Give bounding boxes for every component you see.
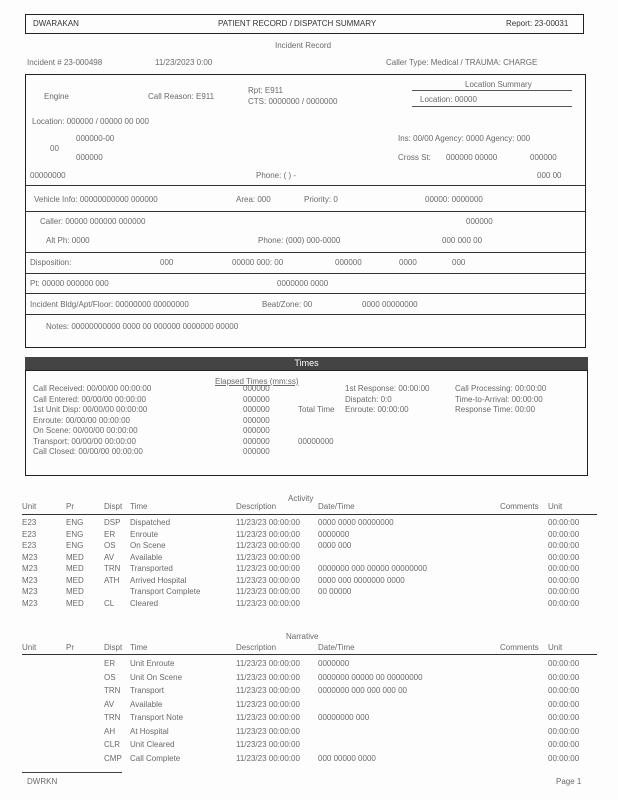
narrative-cell: 00:00:00 bbox=[548, 753, 580, 763]
activity-cell: 0000000 bbox=[318, 529, 350, 539]
times-c1-value: Call Closed: 00/00/00 00:00:00 bbox=[33, 447, 143, 456]
footer-left: DWRKN bbox=[27, 777, 58, 786]
field-district: 000 00 bbox=[537, 171, 562, 180]
activity-cell: MED bbox=[66, 564, 84, 573]
narrative-cell: 11/23/23 00:00:00 bbox=[236, 686, 300, 695]
times-c2-value: 000000 bbox=[243, 394, 270, 404]
activity-cell: E23 bbox=[22, 541, 37, 550]
field-caller-ext: 000 000 00 bbox=[442, 236, 483, 245]
activity-cell: 0000000 000 00000 00000000 bbox=[318, 564, 427, 573]
activity-cell: ENG bbox=[66, 541, 84, 550]
activity-cell: M23 bbox=[22, 575, 38, 585]
activity-cell: 11/23/23 00:00:00 bbox=[236, 575, 300, 585]
narrative-cell: 11/23/23 00:00:00 bbox=[236, 726, 300, 736]
times-c4-value: Enroute: 00:00:00 bbox=[345, 405, 409, 414]
header-left: DWARAKAN bbox=[33, 19, 79, 28]
activity-cell: MED bbox=[66, 552, 84, 562]
narrative-col-header: Unit bbox=[22, 643, 37, 652]
times-title: Times bbox=[294, 358, 319, 368]
field-disp-c: 000 bbox=[452, 258, 466, 267]
narrative-col-header: Comments bbox=[500, 643, 539, 652]
field-code: 00000: 0000000 bbox=[425, 195, 483, 204]
narrative-cell: 11/23/23 00:00:00 bbox=[236, 672, 300, 682]
narrative-col-header: Dispt bbox=[104, 643, 123, 652]
activity-cell: 11/23/23 00:00:00 bbox=[236, 529, 300, 539]
times-c2-value: 000000 bbox=[243, 426, 270, 435]
times-c4-value: Dispatch: 0:0 bbox=[345, 394, 392, 404]
activity-cell: 00:00:00 bbox=[548, 552, 580, 562]
times-c5-value: Call Processing: 00:00:00 bbox=[455, 384, 547, 393]
field-cross-st-label: Cross St: bbox=[398, 153, 431, 162]
activity-cell: TRN bbox=[104, 564, 121, 573]
field-disposition: Disposition: bbox=[30, 258, 72, 267]
activity-col-header: Dispt bbox=[104, 502, 123, 511]
times-c2-value: 000000 bbox=[243, 405, 270, 414]
narrative-col-header: Date/Time bbox=[318, 643, 355, 652]
header-subtitle: Incident Record bbox=[275, 41, 332, 50]
activity-cell: Dispatched bbox=[130, 518, 171, 527]
activity-cell: 0000 000 bbox=[318, 541, 352, 550]
field-vehicle-info: Vehicle Info: 00000000000 000000 bbox=[34, 195, 158, 204]
activity-cell: M23 bbox=[22, 598, 38, 608]
narrative-col-header: Pr bbox=[66, 643, 74, 652]
field-disp-b: 0000 bbox=[399, 258, 417, 267]
narrative-cell: 0000000 000 000 000 00 bbox=[318, 686, 407, 695]
field-beat: Beat/Zone: 00 bbox=[262, 300, 313, 309]
narrative-cell: CMP bbox=[104, 753, 122, 763]
narrative-cell: 00:00:00 bbox=[548, 686, 580, 695]
header-title: PATIENT RECORD / DISPATCH SUMMARY bbox=[218, 19, 377, 28]
activity-cell: 11/23/23 00:00:00 bbox=[236, 598, 300, 608]
activity-cell: ER bbox=[104, 529, 116, 539]
activity-cell: M23 bbox=[22, 587, 38, 596]
narrative-cell: Unit Enroute bbox=[130, 659, 175, 668]
narrative-col-header: Time bbox=[130, 643, 148, 652]
activity-cell: MED bbox=[66, 598, 84, 608]
times-c2-value: 000000 bbox=[243, 415, 270, 425]
times-c2-value: 000000 bbox=[243, 436, 270, 446]
activity-cell: 00:00:00 bbox=[548, 529, 580, 539]
activity-cell: Enroute bbox=[130, 529, 159, 539]
field-call-reason: Call Reason: E911 bbox=[148, 92, 215, 101]
activity-title: Activity bbox=[288, 494, 314, 503]
activity-cell: 11/23/23 00:00:00 bbox=[236, 518, 300, 527]
activity-col-header: Description bbox=[236, 502, 277, 511]
elapsed-times-heading: Elapsed Times (mm:ss) bbox=[215, 377, 299, 386]
narrative-col-header: Unit bbox=[548, 643, 563, 652]
activity-cell: M23 bbox=[22, 552, 38, 562]
field-patient-info: 0000000 0000 bbox=[277, 279, 329, 288]
activity-cell: 11/23/23 00:00:00 bbox=[236, 587, 300, 596]
times-c1-value: 1st Unit Disp: 00/00/00 00:00:00 bbox=[33, 405, 148, 414]
times-c2-value: 000000 bbox=[243, 447, 270, 456]
activity-cell: Transport Complete bbox=[130, 587, 201, 596]
narrative-title: Narrative bbox=[286, 632, 319, 641]
activity-cell: 11/23/23 00:00:00 bbox=[236, 541, 300, 550]
caller-type: Caller Type: Medical / TRAUMA: CHARGE bbox=[386, 58, 538, 67]
narrative-cell: 00000000 000 bbox=[318, 713, 370, 722]
times-c2-value: 000000 bbox=[243, 384, 270, 393]
field-county: 00000000 bbox=[30, 171, 66, 180]
field-disp-time: 00000 000: 00 bbox=[232, 258, 284, 267]
field-cts: CTS: 0000000 / 0000000 bbox=[248, 97, 338, 106]
narrative-cell: 00:00:00 bbox=[548, 699, 580, 709]
activity-cell: Arrived Hospital bbox=[130, 575, 187, 585]
narrative-cell: CLR bbox=[104, 740, 121, 749]
activity-cell: 0000 0000 00000000 bbox=[318, 518, 394, 527]
activity-col-header: Time bbox=[130, 502, 148, 511]
narrative-cell: 000 00000 0000 bbox=[318, 753, 376, 763]
narrative-cell: 00:00:00 bbox=[548, 726, 580, 736]
times-c3-value: 00000000 bbox=[298, 436, 334, 446]
field-priority: Priority: 0 bbox=[304, 195, 338, 204]
field-report-source: Rpt: E911 bbox=[248, 86, 283, 95]
activity-cell: 00:00:00 bbox=[548, 564, 580, 573]
field-city: 000000 bbox=[76, 153, 103, 162]
field-alt-phone: Alt Ph: 0000 bbox=[46, 236, 90, 245]
field-area: Area: 000 bbox=[236, 195, 271, 204]
activity-cell: 00:00:00 bbox=[548, 575, 580, 585]
times-header-bar bbox=[25, 357, 588, 371]
times-c1-value: Call Entered: 00/00/00 00:00:00 bbox=[33, 394, 146, 404]
activity-cell: CL bbox=[104, 598, 115, 608]
activity-cell: 00:00:00 bbox=[548, 587, 580, 596]
activity-col-header: Pr bbox=[66, 502, 74, 511]
field-caller-phone: Phone: (000) 000-0000 bbox=[258, 236, 341, 245]
activity-cell: E23 bbox=[22, 518, 37, 527]
field-patient: Pt: 00000 000000 000 bbox=[30, 279, 109, 288]
activity-col-header: Unit bbox=[548, 502, 563, 511]
narrative-cell: 11/23/23 00:00:00 bbox=[236, 753, 300, 763]
field-beat-info: 0000 00000000 bbox=[362, 300, 418, 309]
narrative-cell: 00:00:00 bbox=[548, 659, 580, 668]
field-unit-type: Engine bbox=[44, 92, 69, 101]
activity-cell: 00 00000 bbox=[318, 587, 352, 596]
activity-cell: OS bbox=[104, 541, 116, 550]
times-c3-value: Total Time bbox=[298, 405, 335, 414]
field-phone: Phone: ( ) - bbox=[256, 171, 297, 180]
field-location: Location: 000000 / 00000 00 000 bbox=[32, 117, 149, 126]
narrative-cell: 0000000 00000 00 00000000 bbox=[318, 672, 423, 682]
activity-col-header: Comments bbox=[500, 502, 539, 511]
field-zip: 000000 bbox=[530, 153, 557, 162]
activity-cell: MED bbox=[66, 587, 84, 596]
narrative-cell: ER bbox=[104, 659, 116, 668]
narrative-col-header: Description bbox=[236, 643, 277, 652]
activity-cell: MED bbox=[66, 575, 84, 585]
narrative-cell: OS bbox=[104, 672, 116, 682]
narrative-cell: Unit On Scene bbox=[130, 672, 183, 682]
narrative-cell: 00:00:00 bbox=[548, 713, 580, 722]
narrative-cell: 0000000 bbox=[318, 659, 350, 668]
activity-cell: On Scene bbox=[130, 541, 166, 550]
times-c4-value: 1st Response: 00:00:00 bbox=[345, 384, 430, 393]
times-c1-value: Enroute: 00/00/00 00:00:00 bbox=[33, 415, 130, 425]
activity-col-header: Date/Time bbox=[318, 502, 355, 511]
field-address-code: 000000-00 bbox=[76, 134, 115, 143]
incident-number: Incident # 23-000498 bbox=[27, 58, 103, 67]
field-caller-id: 000000 bbox=[466, 217, 493, 226]
activity-cell: ENG bbox=[66, 529, 84, 539]
field-cross-st: 000000 00000 bbox=[446, 153, 498, 162]
narrative-cell: 11/23/23 00:00:00 bbox=[236, 699, 300, 709]
narrative-cell: Unit Cleared bbox=[130, 740, 175, 749]
activity-cell: Transported bbox=[130, 564, 173, 573]
narrative-cell: 11/23/23 00:00:00 bbox=[236, 713, 300, 722]
narrative-cell: AH bbox=[104, 726, 116, 736]
footer-page: Page 1 bbox=[556, 777, 582, 786]
activity-cell: Available bbox=[130, 552, 163, 562]
activity-cell: AV bbox=[104, 552, 115, 562]
activity-cell: DSP bbox=[104, 518, 121, 527]
times-c1-value: On Scene: 00/00/00 00:00:00 bbox=[33, 426, 138, 435]
narrative-cell: Transport bbox=[130, 686, 164, 695]
activity-cell: Cleared bbox=[130, 598, 159, 608]
times-c1-value: Transport: 00/00/00 00:00:00 bbox=[33, 436, 136, 446]
narrative-cell: At Hospital bbox=[130, 726, 169, 736]
narrative-cell: Call Complete bbox=[130, 753, 181, 763]
header-right: Report: 23-00031 bbox=[506, 19, 569, 28]
activity-cell: 00:00:00 bbox=[548, 541, 580, 550]
activity-cell: 00:00:00 bbox=[548, 598, 580, 608]
field-disp-code: 000 bbox=[160, 258, 174, 267]
narrative-cell: Available bbox=[130, 699, 163, 709]
narrative-cell: TRN bbox=[104, 713, 121, 722]
narrative-cell: TRN bbox=[104, 686, 121, 695]
narrative-cell: 00:00:00 bbox=[548, 672, 580, 682]
field-disp-a: 000000 bbox=[335, 258, 362, 267]
location-summary-label: Location Summary bbox=[465, 80, 532, 89]
activity-cell: M23 bbox=[22, 564, 38, 573]
narrative-cell: Transport Note bbox=[130, 713, 184, 722]
field-agency: Ins: 00/00 Agency: 0000 Agency: 000 bbox=[398, 134, 531, 143]
activity-cell: 0000 000 0000000 0000 bbox=[318, 575, 405, 585]
activity-col-header: Unit bbox=[22, 502, 37, 511]
narrative-cell: 00:00:00 bbox=[548, 740, 580, 749]
narrative-cell: 11/23/23 00:00:00 bbox=[236, 659, 300, 668]
times-c5-value: Response Time: 00:00 bbox=[455, 405, 536, 414]
activity-cell: ATH bbox=[104, 575, 120, 585]
activity-cell: 00:00:00 bbox=[548, 518, 580, 527]
activity-cell: 11/23/23 00:00:00 bbox=[236, 552, 300, 562]
times-c1-value: Call Received: 00/00/00 00:00:00 bbox=[33, 384, 152, 393]
incident-date: 11/23/2023 0:00 bbox=[155, 58, 213, 67]
field-caller: Caller: 00000 000000 000000 bbox=[40, 217, 146, 226]
times-c5-value: Time-to-Arrival: 00:00:00 bbox=[455, 394, 543, 404]
narrative-cell: 11/23/23 00:00:00 bbox=[236, 740, 300, 749]
activity-cell: ENG bbox=[66, 518, 84, 527]
field-location-code: Location: 00000 bbox=[420, 95, 477, 104]
narrative-cell: AV bbox=[104, 699, 115, 709]
field-notes: Notes: 00000000000 0000 00 000000 0000000 00000 bbox=[46, 322, 239, 331]
field-building: Incident Bldg/Apt/Floor: 00000000 00000000 bbox=[30, 300, 189, 309]
field-apt: 00 bbox=[50, 144, 59, 153]
activity-cell: 11/23/23 00:00:00 bbox=[236, 564, 300, 573]
activity-cell: E23 bbox=[22, 529, 37, 539]
